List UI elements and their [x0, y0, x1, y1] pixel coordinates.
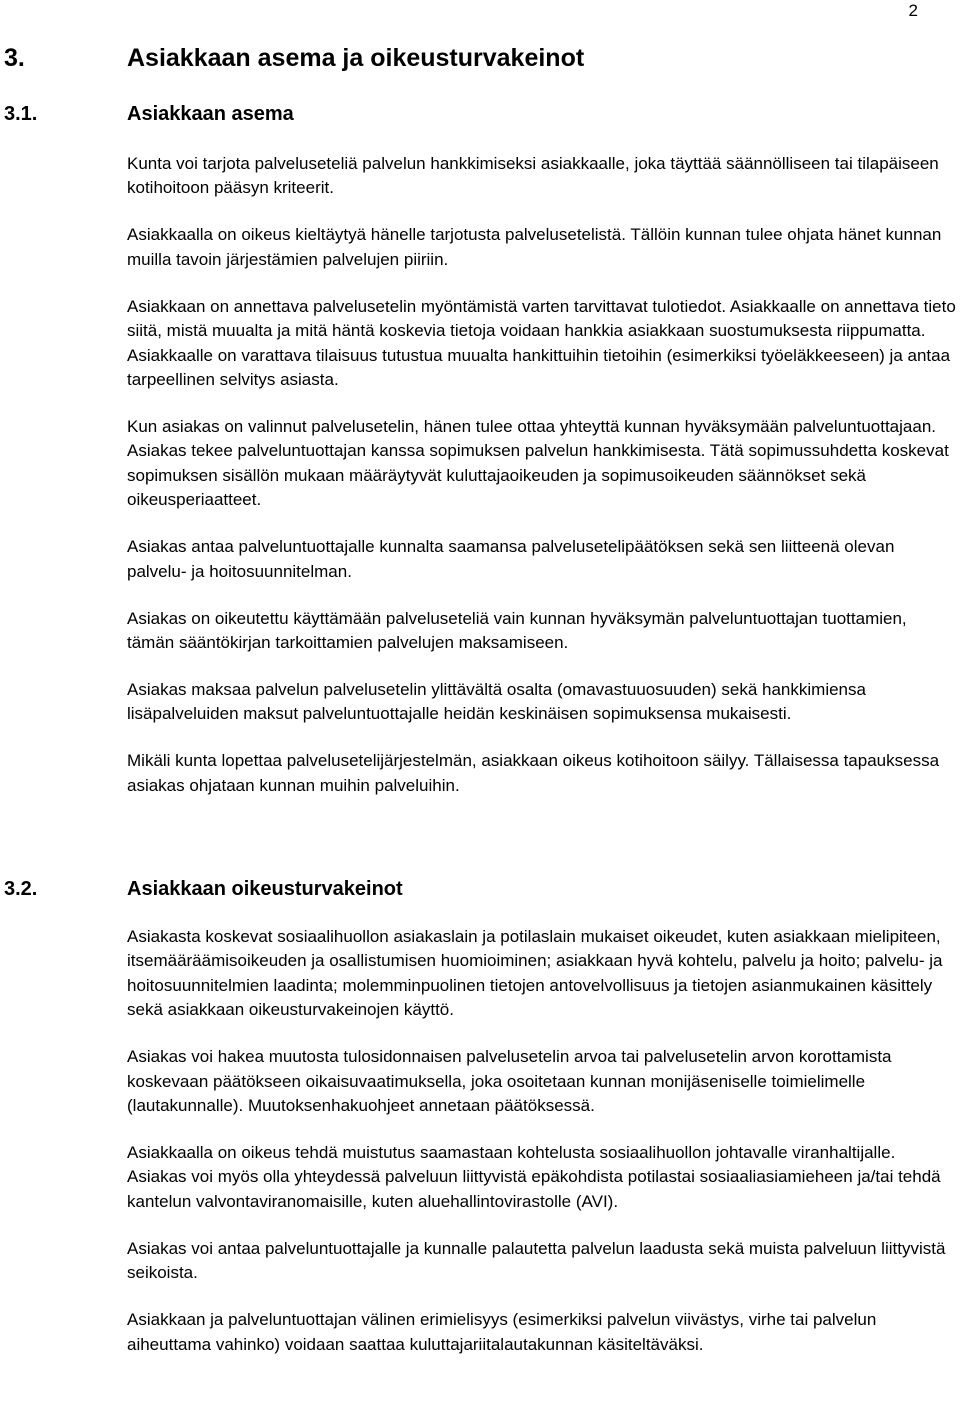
page-number: 2: [908, 1, 918, 20]
paragraph: Mikäli kunta lopettaa palvelusetelijärjestelmän, asiakkaan oikeus kotihoitoon säilyy. Tällaisessa tapauksessa asiakas ohjataan kunnan muihin palveluihin.: [127, 751, 940, 795]
section-title: Asiakkaan asema: [127, 103, 294, 125]
paragraph: Asiakkaan ja palveluntuottajan välinen erimielisyys (esimerkiksi palvelun viivästys, virhe tai palvelun aiheuttama vahinko) voidaan saattaa kuluttajariitalautakunnan käsiteltäväksi.: [127, 1310, 877, 1354]
chapter-number: 3.: [4, 44, 25, 72]
paragraph: Asiakas voi hakea muutosta tulosidonnaisen palvelusetelin arvoa tai palvelusetelin arvon korottamista koskevaan päätökseen oikaisuvaatimuksella, joka osoitetaan kunnan monijäseniselle toimielimelle (lautakunnalle). Muutoksenhakuohjeet annetaan päätöksessä.: [127, 1047, 892, 1116]
paragraph: Asiakas antaa palveluntuottajalle kunnalta saamansa palvelusetelipäätöksen sekä sen liitteenä olevan palvelu- ja hoitosuunnitelman.: [127, 537, 895, 581]
paragraph: Kun asiakas on valinnut palvelusetelin, hänen tulee ottaa yhteyttä kunnan hyväksymään palveluntuottajaan. Asiakas tekee palveluntuottajan kanssa sopimuksen palvelun hankkimisesta. Tätä sopimussuhdetta koskevat sopimuksen sisällön mukaan määräytyvät kuluttajaoikeuden ja sopimusoikeuden säännökset sekä oikeusperiaatteet.: [127, 417, 949, 510]
paragraph: Asiakas on oikeutettu käyttämään palveluseteliä vain kunnan hyväksymän palveluntuottajan tuottamien, tämän sääntökirjan tarkoittamien palvelujen maksamiseen.: [127, 608, 907, 653]
section-heading-3-1: [4, 101, 294, 127]
section-3-1-body: [127, 152, 956, 798]
paragraph: Asiakas maksaa palvelun palvelusetelin ylittävältä osalta (omavastuuosuuden) sekä hankkimiensa lisäpalveluiden maksut palveluntuottajalle heidän keskinäisen sopimuksensa mukaisesti.: [127, 680, 866, 724]
section-heading-3-2: [4, 876, 403, 902]
chapter-heading: [4, 42, 584, 74]
section-3-2-body: [127, 925, 956, 1357]
paragraph: Asiakkaan on annettava palvelusetelin myöntämistä varten tarvittavat tulotiedot. Asiakkaalle on annettava tieto siitä, mistä muualta ja mitä häntä koskevia tietoja voidaan hankkia asiakkaan suostumuksesta riippumatta. Asiakkaalle on varattava tilaisuus tutustua muualta hankittuihin tietoihin (esimerkiksi työeläkkeeseen) ja antaa tarpeellinen selvitys asiasta.: [127, 296, 956, 390]
chapter-title: Asiakkaan asema ja oikeusturvakeinot: [127, 44, 585, 72]
paragraph: Asiakasta koskevat sosiaalihuollon asiakaslain ja potilaslain mukaiset oikeudet, kuten asiakkaan mielipiteen, itsemääräämisoikeuden ja osallistumisen huomioiminen; asiakkaan hyvä kohtelu, palvelu ja hoito; palvelu- ja hoitosuunnitelmien laadinta; molemminpuolinen tietojen antovelvollisuus ja tietojen asianmukainen käsittely sekä asiakkaan oikeusturvakeinojen käyttö.: [127, 927, 943, 1020]
section-number: 3.2.: [4, 878, 38, 900]
paragraph: Kunta voi tarjota palveluseteliä palvelun hankkimiseksi asiakkaalle, joka täyttää säännölliseen tai tilapäiseen kotihoitoon pääsyn kriteerit.: [127, 154, 939, 198]
paragraph: Asiakas voi antaa palveluntuottajalle ja kunnalle palautetta palvelun laadusta sekä muista palveluun liittyvistä seikoista.: [127, 1238, 946, 1283]
section-title: Asiakkaan oikeusturvakeinot: [127, 878, 403, 900]
paragraph: Asiakkaalla on oikeus kieltäytyä hänelle tarjotusta palvelusetelistä. Tällöin kunnan tulee ohjata hänet kunnan muilla tavoin järjestämien palvelujen piiriin.: [127, 225, 942, 269]
section-number: 3.1.: [4, 103, 38, 125]
paragraph: Asiakkaalla on oikeus tehdä muistutus saamastaan kohtelusta sosiaalihuollon johtavalle viranhaltijalle. Asiakas voi myös olla yhteydessä palveluun liittyvistä epäkohdista potilastai sosiaaliasiamieheen ja/tai tehdä kantelun valvontaviranomaisille, kuten aluehallintovirastolle (AVI).: [127, 1143, 941, 1211]
